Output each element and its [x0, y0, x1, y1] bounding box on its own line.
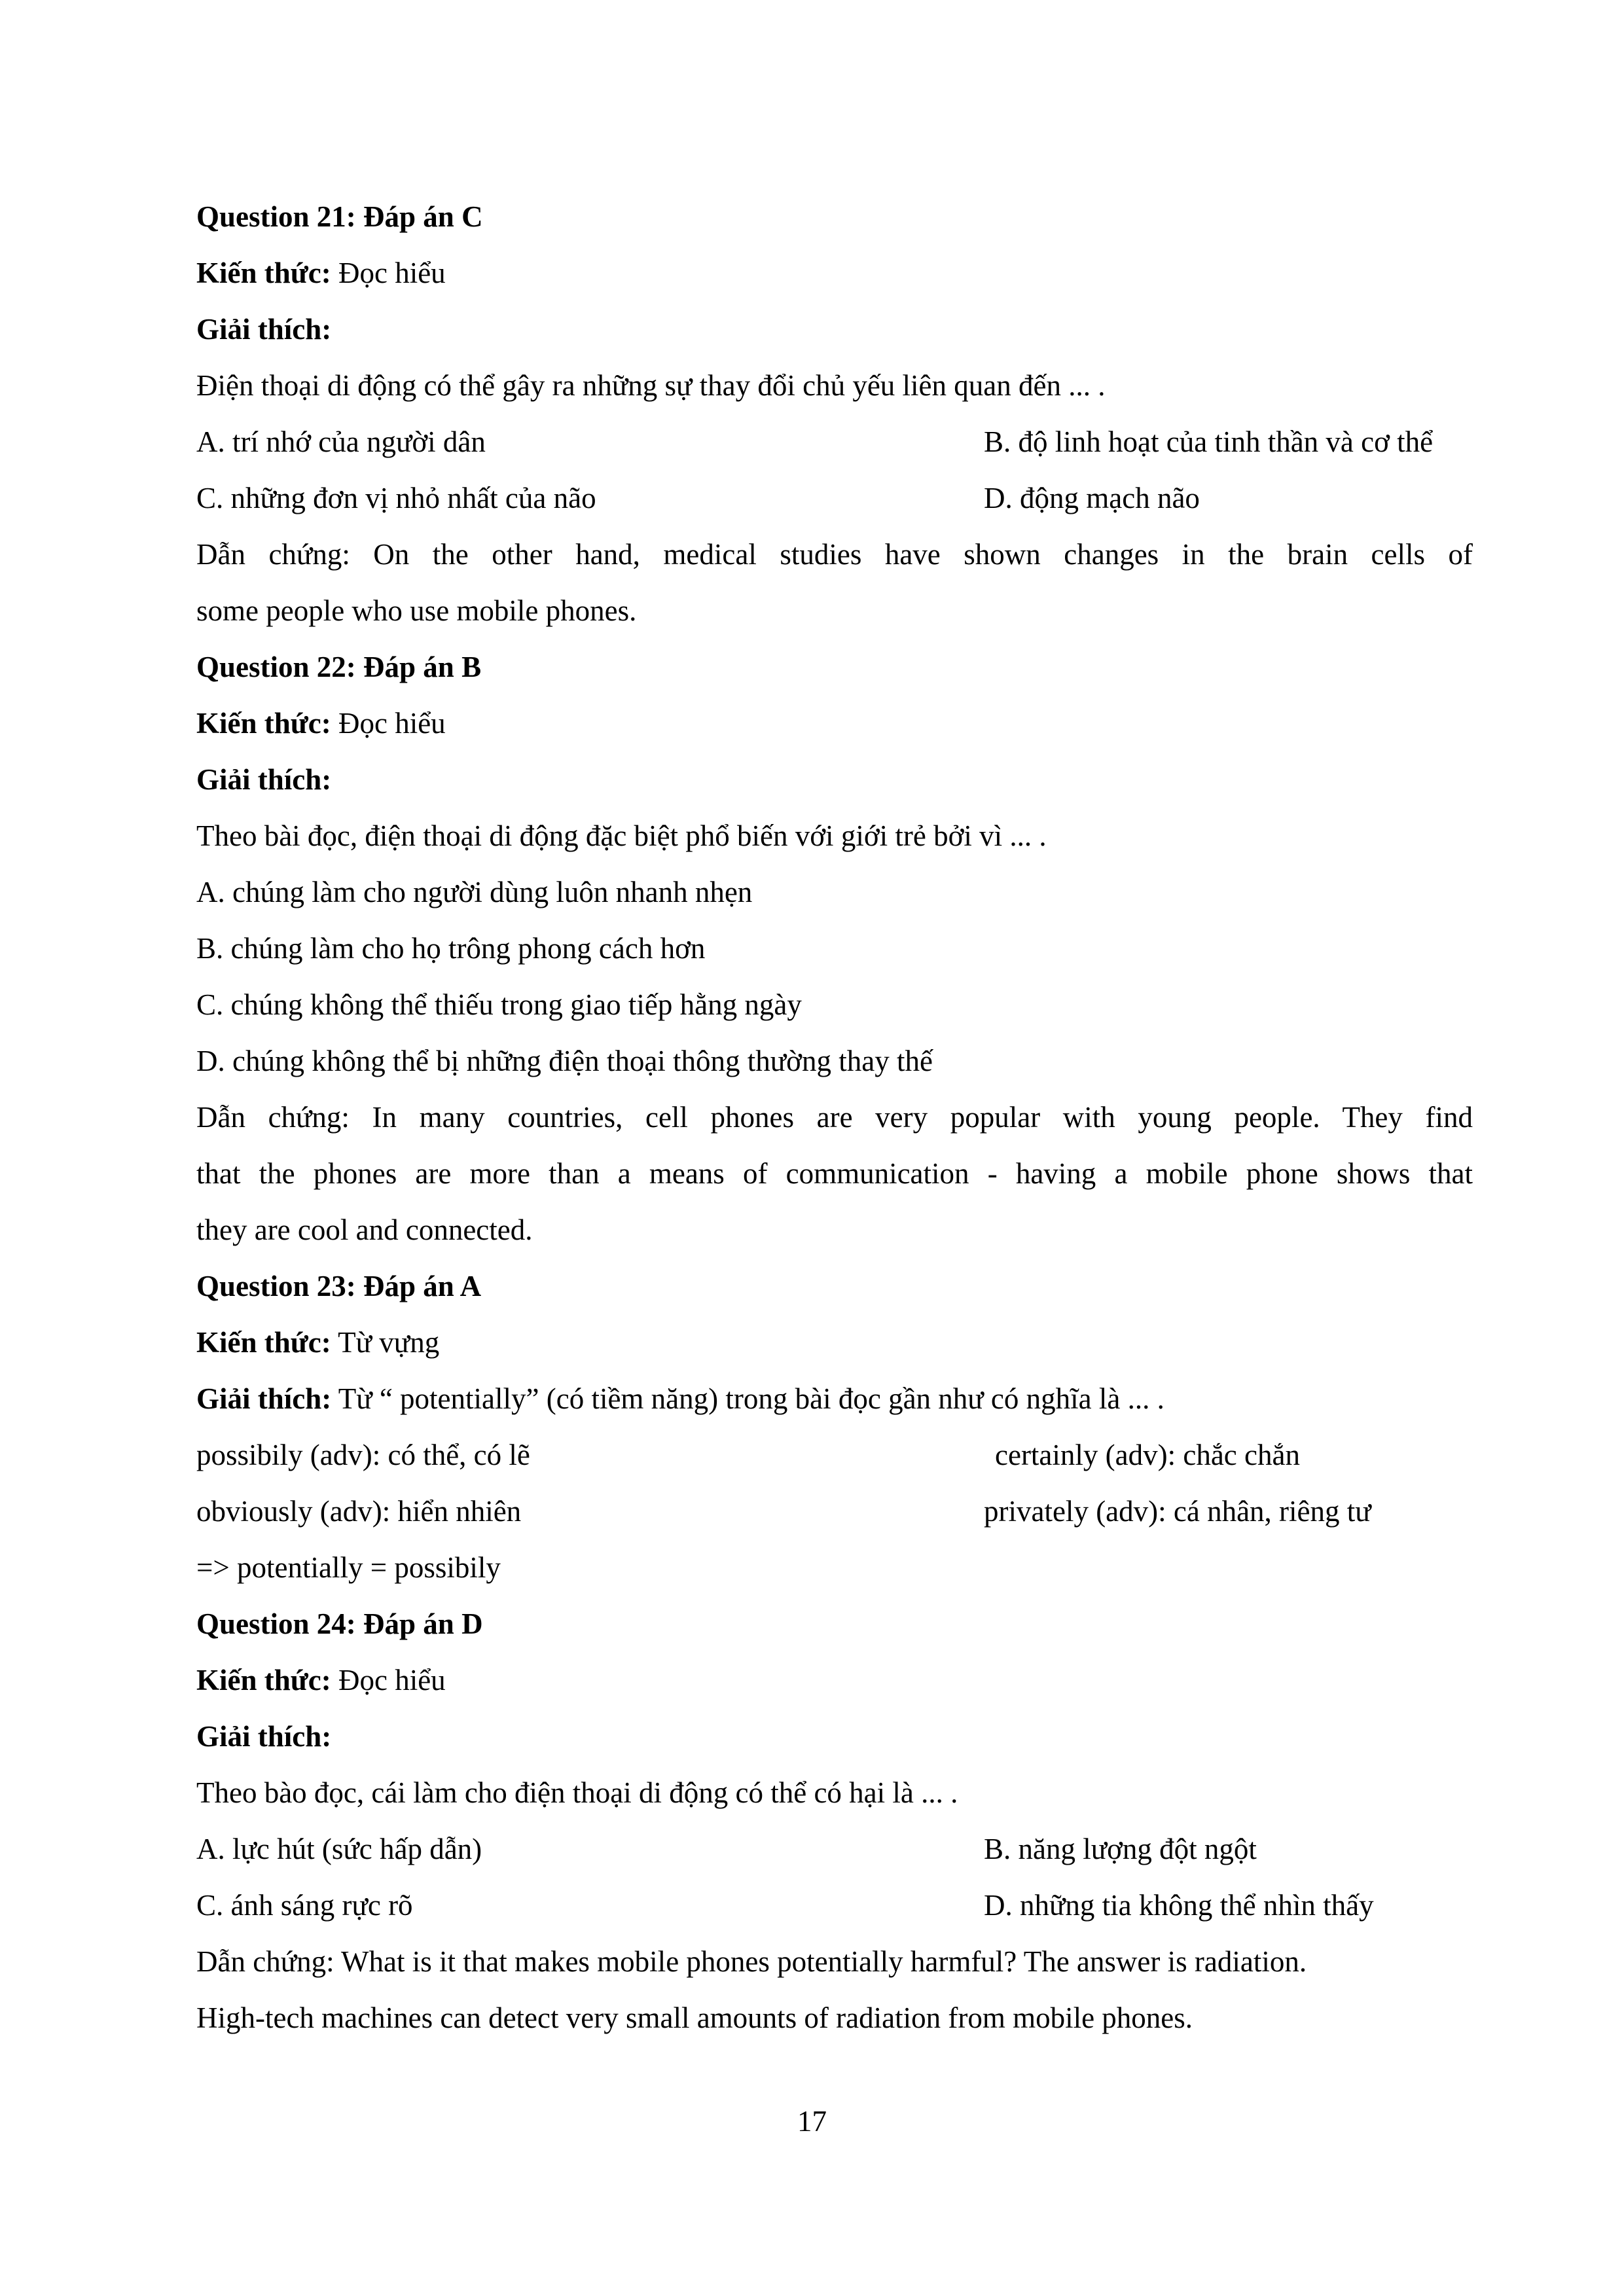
- q22-knowledge-value: Đọc hiểu: [331, 707, 446, 740]
- q23-explain-label: Giải thích:: [196, 1382, 332, 1415]
- q22-knowledge-label: Kiến thức:: [196, 707, 331, 740]
- q21-evidence-line-1: Dẫn chứng: On the other hand, medical studies have shown changes in the brain cells of: [196, 538, 1473, 571]
- q23-word-2: certainly (adv): chắc chắn: [995, 1439, 1300, 1471]
- q23-knowledge-value: Từ vựng: [331, 1326, 440, 1359]
- q22-option-c: C. chúng không thể thiếu trong giao tiếp hằng ngày: [196, 988, 802, 1021]
- q24-knowledge-label: Kiến thức:: [196, 1664, 331, 1696]
- q22-evidence-line-3: they are cool and connected.: [196, 1213, 533, 1246]
- q24-options-row-2: [196, 1877, 1473, 1933]
- q23-word-4: privately (adv): cá nhân, riêng tư: [984, 1495, 1371, 1528]
- q24-options-row-1: [196, 1821, 1473, 1877]
- q23-heading: Question 23: Đáp án A: [196, 1270, 482, 1302]
- q22-option-d: D. chúng không thể bị những điện thoại thông thường thay thế: [196, 1045, 933, 1077]
- q23-explain: [196, 1371, 1473, 1427]
- q22-evidence-line-2: that the phones are more than a means of communication - having a mobile phone shows that: [196, 1157, 1473, 1190]
- q22-explain-label: Giải thích:: [196, 763, 332, 796]
- q24-evidence-line-2: High-tech machines can detect very small amounts of radiation from mobile phones.: [196, 2001, 1193, 2034]
- q23-knowledge: [196, 1314, 1473, 1371]
- q24-option-d: D. những tia không thể nhìn thấy: [984, 1889, 1374, 1922]
- q24-prompt: Theo bào đọc, cái làm cho điện thoại di động có thể có hại là ... .: [196, 1776, 958, 1809]
- q22-evidence-line-1: Dẫn chứng: In many countries, cell phones are very popular with young people. They find: [196, 1101, 1473, 1134]
- q24-knowledge-value: Đọc hiểu: [331, 1664, 446, 1696]
- q24-evidence-line-1: Dẫn chứng: What is it that makes mobile phones potentially harmful? The answer is radiation.: [196, 1945, 1307, 1978]
- q22-heading: Question 22: Đáp án B: [196, 651, 482, 683]
- q22-option-b: B. chúng làm cho họ trông phong cách hơn: [196, 932, 706, 965]
- q24-option-a: A. lực hút (sức hấp dẫn): [196, 1833, 482, 1865]
- q24-option-b: B. năng lượng đột ngột: [984, 1833, 1257, 1865]
- q21-prompt: Điện thoại di động có thể gây ra những sự thay đổi chủ yếu liên quan đến ... .: [196, 369, 1106, 402]
- q21-option-d: D. động mạch não: [984, 482, 1200, 514]
- q22-option-a: A. chúng làm cho người dùng luôn nhanh nhẹn: [196, 876, 753, 908]
- q23-word-1: possibily (adv): có thể, có lẽ: [196, 1439, 530, 1471]
- q23-knowledge-label: Kiến thức:: [196, 1326, 331, 1359]
- q21-explain-label: Giải thích:: [196, 313, 332, 346]
- q24-knowledge: [196, 1652, 1473, 1708]
- q23-words-row-1: [196, 1427, 1473, 1483]
- q23-words-row-2: [196, 1483, 1473, 1539]
- q24-option-c: C. ánh sáng rực rõ: [196, 1889, 413, 1922]
- q21-options-row-2: [196, 470, 1473, 526]
- q21-knowledge: [196, 245, 1473, 301]
- q21-knowledge-label: Kiến thức:: [196, 257, 331, 289]
- q23-word-3: obviously (adv): hiển nhiên: [196, 1495, 522, 1528]
- page-number: 17: [797, 2105, 827, 2138]
- q23-conclusion: => potentially = possibily: [196, 1551, 501, 1584]
- q21-option-a: A. trí nhớ của người dân: [196, 425, 486, 458]
- q24-explain-label: Giải thích:: [196, 1720, 332, 1753]
- q22-knowledge: [196, 695, 1473, 751]
- q24-heading: Question 24: Đáp án D: [196, 1607, 483, 1640]
- q21-options-row-1: [196, 414, 1473, 470]
- q23-explain-text: Từ “ potentially” (có tiềm năng) trong bài đọc gần như có nghĩa là ... .: [331, 1382, 1164, 1415]
- q21-heading: Question 21: Đáp án C: [196, 200, 483, 233]
- q21-option-b: B. độ linh hoạt của tinh thần và cơ thể: [984, 425, 1434, 458]
- q21-evidence-line-2: some people who use mobile phones.: [196, 594, 637, 627]
- q22-prompt: Theo bài đọc, điện thoại di động đặc biệt phổ biến với giới trẻ bởi vì ... .: [196, 819, 1047, 852]
- q21-knowledge-value: Đọc hiểu: [331, 257, 446, 289]
- q21-option-c: C. những đơn vị nhỏ nhất của não: [196, 482, 596, 514]
